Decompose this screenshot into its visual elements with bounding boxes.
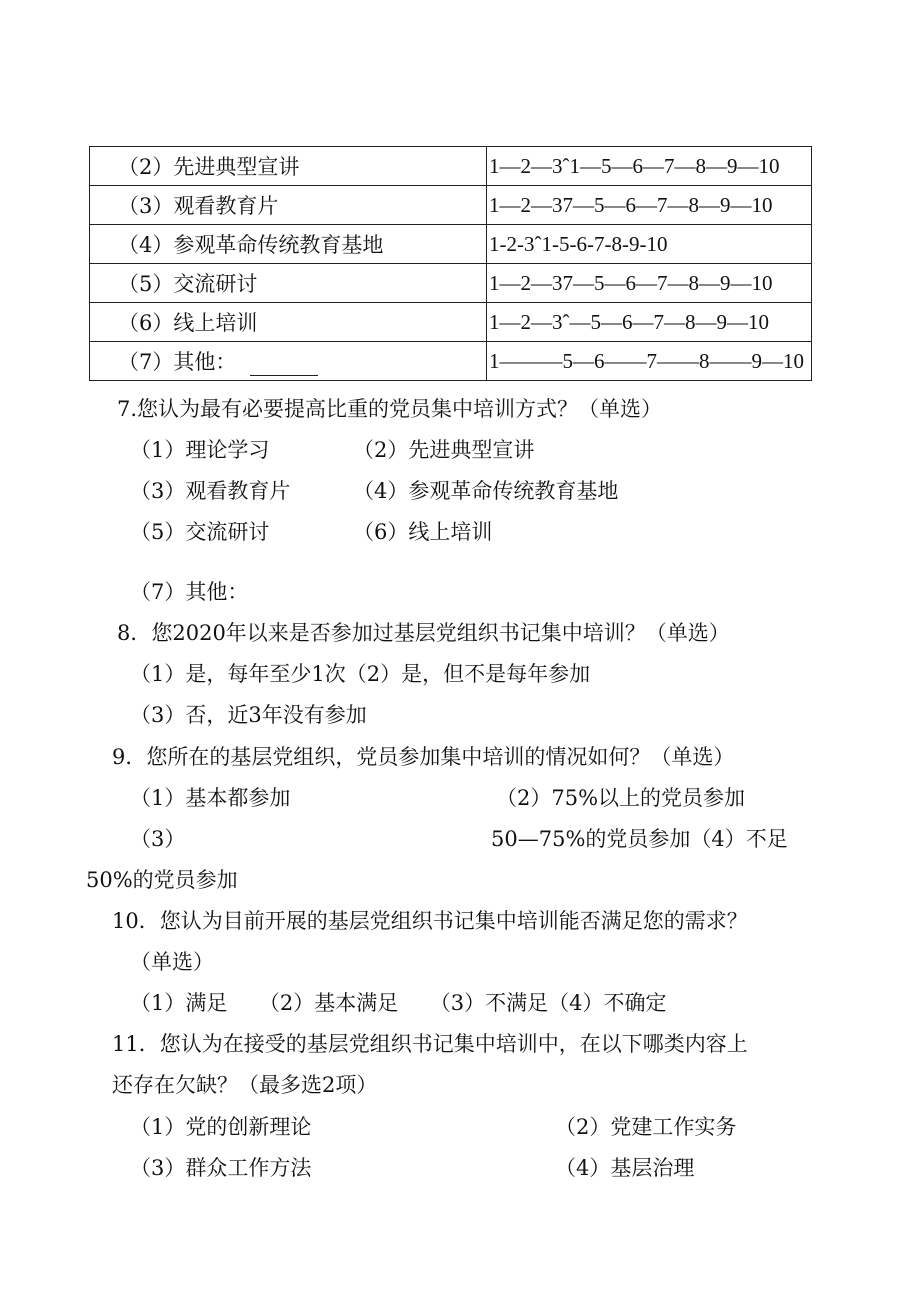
q9-option[interactable]: 50—75%的党员参加（4）不足: [491, 827, 788, 851]
q8-question: 8．您2020年以来是否参加过基层党组织书记集中培训？（单选）: [117, 621, 730, 645]
other-label: （7）其他：: [118, 350, 237, 374]
q9-option[interactable]: （1）基本都参加: [130, 786, 291, 810]
q11-option[interactable]: （3）群众工作方法: [130, 1156, 312, 1180]
table-row: [90, 264, 812, 303]
q7-option[interactable]: （1）理论学习: [130, 438, 270, 462]
q7-option[interactable]: （2）先进典型宣讲: [353, 438, 535, 462]
q10-question-cont: （单选）: [130, 950, 214, 974]
q9-option[interactable]: （3）: [130, 827, 186, 851]
q10-question: 10．您认为目前开展的基层党组织书记集中培训能否满足您的需求？: [112, 909, 748, 933]
option-cell: （5）交流研讨: [90, 264, 487, 303]
option-cell: （2）先进典型宣讲: [90, 147, 487, 186]
option-cell: （3）观看教育片: [90, 186, 487, 225]
table-row: [90, 225, 812, 264]
q7-option[interactable]: （6）线上培训: [353, 520, 493, 544]
scale-cell: 1—2—37—5—6—7—8—9—10: [487, 264, 812, 303]
rating-table: [89, 146, 812, 381]
scale-cell: 1—2—37—5—6—7—8—9—10: [487, 186, 812, 225]
q9-option: 50%的党员参加: [86, 868, 238, 892]
option-cell: （6）线上培训: [90, 303, 487, 342]
q11-option[interactable]: （2）党建工作实务: [555, 1115, 737, 1139]
table-row: [90, 303, 812, 342]
q7-option[interactable]: （4）参观革命传统教育基地: [353, 479, 619, 503]
option-cell: （4）参观革命传统教育基地: [90, 225, 487, 264]
q8-options-line[interactable]: （1）是，每年至少1次（2）是，但不是每年参加: [130, 662, 591, 686]
option-cell: [90, 342, 487, 381]
q9-question: 9．您所在的基层党组织，党员参加集中培训的情况如何？（单选）: [112, 745, 735, 769]
q11-question-cont: 还存在欠缺？（最多选2项）: [112, 1073, 378, 1097]
q11-option[interactable]: （4）基层治理: [555, 1156, 695, 1180]
q8-options-line[interactable]: （3）否，近3年没有参加: [130, 703, 367, 727]
table-row: [90, 147, 812, 186]
scale-cell: 1—2—3ˆ1—5—6—7—8—9—10: [487, 147, 812, 186]
scale-cell: 1-2-3ˆ1-5-6-7-8-9-10: [487, 225, 812, 264]
table-row: [90, 186, 812, 225]
other-blank-line[interactable]: [250, 357, 318, 376]
q10-options[interactable]: （1）满足 （2）基本满足 （3）不满足（4）不确定: [130, 991, 667, 1015]
q9-option[interactable]: （2）75%以上的党员参加: [496, 786, 746, 810]
scale-cell: 1—2—3ˆ—5—6—7—8—9—10: [487, 303, 812, 342]
q11-question: 11．您认为在接受的基层党组织书记集中培训中，在以下哪类内容上: [112, 1032, 748, 1056]
table-row: [90, 342, 812, 381]
q11-option[interactable]: （1）党的创新理论: [130, 1115, 312, 1139]
q7-option[interactable]: （5）交流研讨: [130, 520, 270, 544]
scale-cell: 1———5—6——7——8——9—10: [487, 342, 812, 381]
q7-option[interactable]: （3）观看教育片: [130, 479, 291, 503]
q7-question: 7.您认为最有必要提高比重的党员集中培训方式？（单选）: [117, 397, 663, 421]
q7-option[interactable]: （7）其他：: [130, 580, 249, 604]
